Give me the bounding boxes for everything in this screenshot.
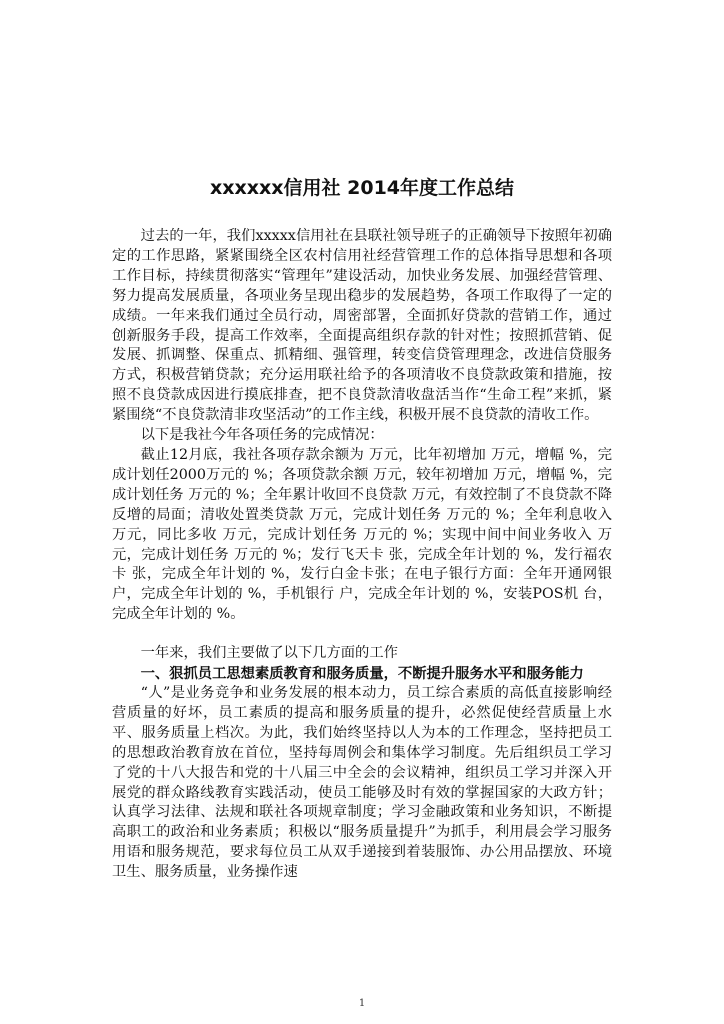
paragraph-gap: [112, 625, 612, 644]
intro-paragraph: 过去的一年，我们xxxxx信用社在县联社领导班子的正确领导下按照年初确定的工作思路，紧紧围绕全区农村信用社经营管理工作的总体指导思想和各项工作目标，持续贯彻落实“管理年”建设活动，加快业务发展、加强经营管理、努力提高发展质量，各项业务呈现出稳步的发展趋势，各项工作取得了一定的成绩。一年来我们通过全员行动，周密部署，全面抓好贷款的营销工作，通过创新服务手段，提高工作效率，全面提高组织存款的针对性；按照抓营销、促发展、抓调整、保重点、抓精细、强管理，转变信贷管理理念，改进信贷服务方式，积极营销贷款；充分运用联社给予的各项清收不良贷款政策和措施，按照不良贷款成因进行摸底排查，把不良贷款清收盘活当作“生命工程”来抓，紧紧围绕“不良贷款清非攻坚活动”的工作主线，积极开展不良贷款的清收工作。: [112, 228, 612, 424]
completion-intro-paragraph: 以下是我社今年各项任务的完成情况：: [140, 427, 384, 444]
section-1-heading: 一、狠抓员工思想素质教育和服务质量，不断提升服务水平和服务能力: [140, 666, 584, 683]
page-number: 1: [358, 998, 366, 1009]
completion-detail-paragraph: 截止12月底，我社各项存款余额为 万元，比年初增加 万元，增幅 %，完成计划任2000万元的 %；各项贷款余额 万元，较年初增加 万元，增幅 %，完成计划任务 万元的 %；全年累计收回不良贷款 万元，有效控制了不良贷款不降反增的局面；清收处置类贷款 万元，完成计划任务 万元的 %；全年利息收入 万元，同比多收 万元，完成计划任务 万元的 %；实现中间中间业务收入 万元，完成计划任务 万元的 %；发行飞天卡 张，完成全年计划的 %，发行福农卡 张，完成全年计划的 %，发行白金卡张；在电子银行方面：全年开通网银 户，完成全年计划的 %，手机银行 户，完成全年计划的 %，安装POS机 台，完成全年计划的 %。: [112, 446, 612, 623]
section-1-body-paragraph: “人”是业务竞争和业务发展的根本动力，员工综合素质的高低直接影响经营质量的好坏，员工素质的提高和服务质量的提升，必然促使经营质量上水平、服务质量上档次。为此，我们始终坚持以人为本的工作理念，坚持把员工的思想政治教育放在首位，坚持每周例会和集体学习制度。先后组织员工学习了党的十八大报告和党的十八届三中全会的会议精神，组织员工学习并深入开展党的群众路线教育实践活动，使员工能够及时有效的掌握国家的大政方针；认真学习法律、法规和联社各项规章制度；学习金融政策和业务知识，不断提高职工的政治和业务素质；积极以“服务质量提升”为抓手，利用晨会学习服务用语和服务规范，要求每位员工从双手递接到着装服饰、办公用品摆放、环境卫生、服务质量，业务操作速: [112, 685, 612, 881]
work-intro-paragraph: 一年来，我们主要做了以下几方面的工作: [140, 645, 398, 662]
document-title: xxxxxx信用社 2014年度工作总结: [209, 177, 515, 199]
document-body: [112, 227, 612, 883]
